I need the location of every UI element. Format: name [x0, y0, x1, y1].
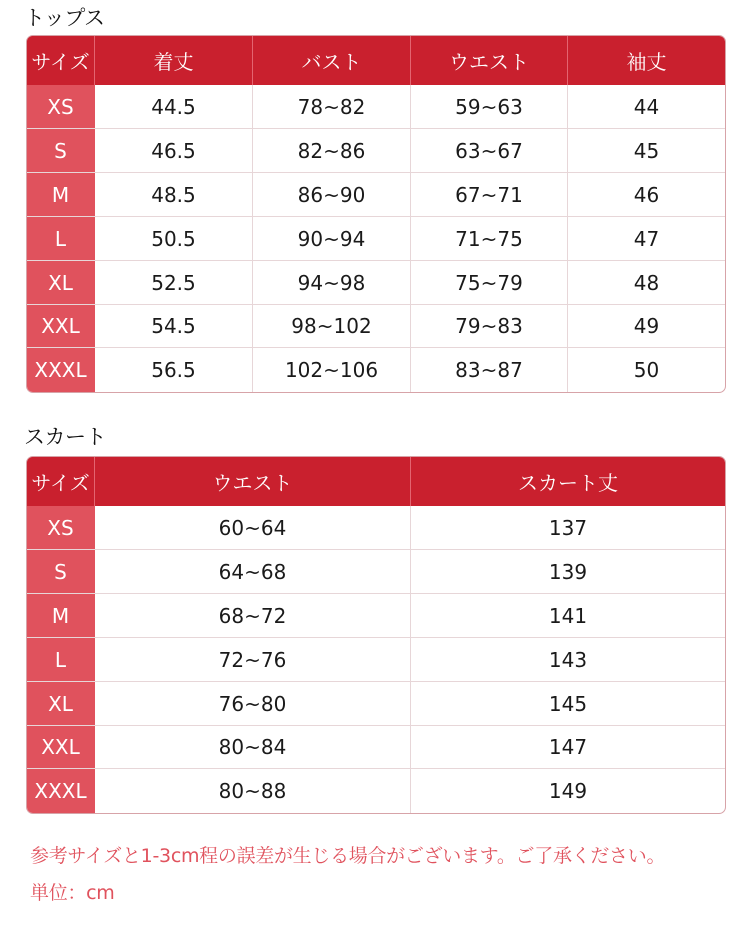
- waist-cell: 75~79: [411, 261, 568, 304]
- size-cell: M: [27, 173, 95, 216]
- sleeve-cell: 49: [633, 314, 660, 338]
- waist-cell: 79~83: [411, 305, 568, 347]
- size-cell: S: [27, 129, 95, 172]
- sleeve-cell: 44: [633, 94, 660, 119]
- table-row: [27, 85, 725, 129]
- table-row: [27, 682, 725, 726]
- table-row: [27, 217, 725, 261]
- size-cell: XL: [27, 682, 95, 725]
- size-cell: XXL: [27, 305, 95, 347]
- waist-cell: 83~87: [411, 348, 568, 392]
- size-cell: L: [27, 638, 95, 681]
- table-row: [27, 506, 725, 550]
- skirt-header-length: スカート丈: [518, 471, 618, 495]
- waist-cell: 68~72: [95, 594, 411, 637]
- tops-title: トップス: [24, 6, 105, 30]
- skirt-header-waist: ウエスト: [95, 457, 411, 506]
- size-cell: XS: [27, 506, 95, 549]
- bust-cell: 86~90: [253, 173, 411, 216]
- tops-header-row: [27, 36, 725, 85]
- length-cell: 48.5: [95, 173, 253, 216]
- length-cell: 50.5: [95, 217, 253, 260]
- size-cell: XXXL: [27, 769, 95, 813]
- waist-cell: 80~88: [95, 769, 411, 813]
- length-cell: 46.5: [95, 129, 253, 172]
- skirt-header-row: [27, 457, 725, 506]
- sleeve-cell: 48: [633, 270, 660, 295]
- table-row: [27, 550, 725, 594]
- bust-cell: 78~82: [253, 85, 411, 128]
- sleeve-cell: 45: [633, 138, 660, 163]
- size-cell: S: [27, 550, 95, 593]
- skirt-length-cell: 143: [548, 647, 588, 672]
- skirt-length-cell: 147: [548, 735, 588, 759]
- skirt-title: スカート: [24, 425, 106, 449]
- size-cell: M: [27, 594, 95, 637]
- waist-cell: 64~68: [95, 550, 411, 593]
- table-row: [27, 348, 725, 392]
- sleeve-cell: 50: [633, 358, 660, 382]
- skirt-table: [26, 456, 726, 814]
- table-row: [27, 638, 725, 682]
- sleeve-cell: 47: [633, 226, 660, 251]
- table-row: [27, 129, 725, 173]
- table-row: [27, 173, 725, 217]
- table-row: [27, 594, 725, 638]
- tops-table: [26, 35, 726, 393]
- tops-header-length: 着丈: [95, 36, 253, 85]
- waist-cell: 67~71: [411, 173, 568, 216]
- size-cell: XXL: [27, 726, 95, 768]
- length-cell: 54.5: [95, 305, 253, 347]
- table-row: [27, 726, 725, 769]
- table-row: [27, 261, 725, 305]
- size-cell: XXXL: [27, 348, 95, 392]
- length-cell: 52.5: [95, 261, 253, 304]
- table-row: [27, 305, 725, 348]
- length-cell: 44.5: [95, 85, 253, 128]
- length-cell: 56.5: [95, 348, 253, 392]
- skirt-length-cell: 141: [548, 603, 588, 628]
- bust-cell: 90~94: [253, 217, 411, 260]
- tops-header-bust: バスト: [253, 36, 411, 85]
- disclaimer-note: 参考サイズと1-3cm程の誤差が生じる場合がございます。ご了承ください。: [30, 845, 666, 867]
- waist-cell: 80~84: [95, 726, 411, 768]
- unit-note: 単位：cm: [30, 882, 115, 904]
- bust-cell: 98~102: [253, 305, 411, 347]
- size-cell: XS: [27, 85, 95, 128]
- waist-cell: 63~67: [411, 129, 568, 172]
- skirt-length-cell: 149: [548, 779, 588, 803]
- skirt-length-cell: 137: [548, 515, 588, 540]
- size-cell: L: [27, 217, 95, 260]
- bust-cell: 94~98: [253, 261, 411, 304]
- size-cell: XL: [27, 261, 95, 304]
- bust-cell: 102~106: [253, 348, 411, 392]
- waist-cell: 59~63: [411, 85, 568, 128]
- skirt-header-size: サイズ: [27, 457, 95, 506]
- tops-header-waist: ウエスト: [411, 36, 568, 85]
- skirt-length-cell: 145: [548, 691, 588, 716]
- skirt-length-cell: 139: [548, 559, 588, 584]
- bust-cell: 82~86: [253, 129, 411, 172]
- waist-cell: 71~75: [411, 217, 568, 260]
- table-row: [27, 769, 725, 813]
- tops-header-sleeve: 袖丈: [626, 50, 667, 74]
- sleeve-cell: 46: [633, 182, 660, 207]
- waist-cell: 72~76: [95, 638, 411, 681]
- tops-header-size: サイズ: [27, 36, 95, 85]
- waist-cell: 76~80: [95, 682, 411, 725]
- waist-cell: 60~64: [95, 506, 411, 549]
